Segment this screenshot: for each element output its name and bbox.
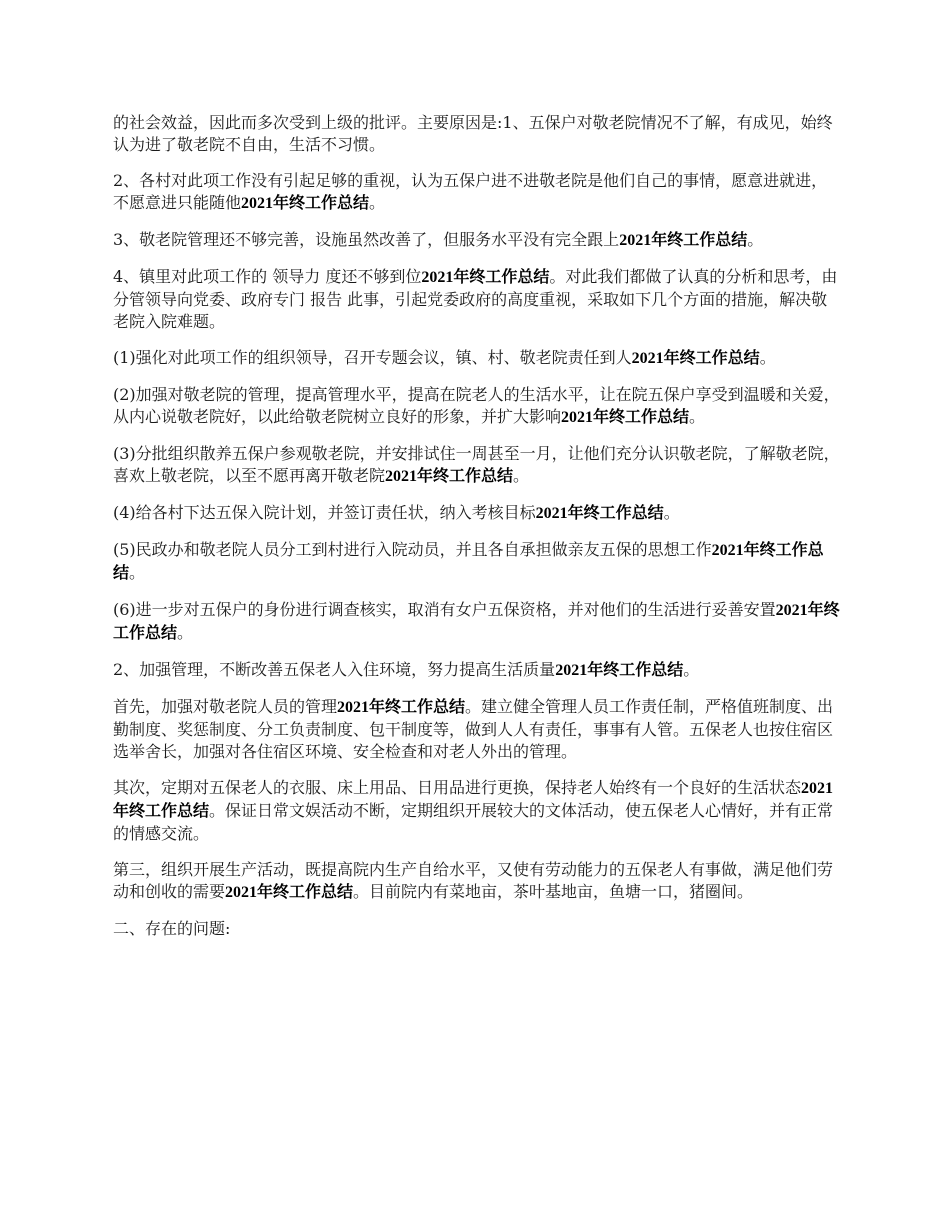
paragraph-tail: 。 bbox=[663, 503, 680, 522]
paragraph-text: 3、敬老院管理还不够完善，设施虽然改善了，但服务水平没有完全跟上 bbox=[113, 230, 620, 249]
paragraph-tail: 。建立健全管理人员工作责任制，严格值班制度、出勤制度、奖惩制度、分工负责制度、包干制度等，做到人人有责任，事事有人管。五保老人也按住宿区选举舍长，加强对各住宿区环境、安全检查和对老人外出的管理。 bbox=[113, 697, 834, 761]
bold-keyword: 2021年终工作总结 bbox=[225, 884, 354, 901]
paragraph-tail: 。目前院内有菜地亩，茶叶基地亩，鱼塘一口，猪圈间。 bbox=[353, 882, 754, 901]
paragraph-5 bbox=[113, 347, 841, 370]
paragraph-text: (6)进一步对五保户的身份进行调查核实，取消有女户五保资格，并对他们的生活进行妥善安置 bbox=[113, 600, 776, 619]
paragraph-tail: 。对此我们都做了认真的分析和思考，由分管领导向党委、政府专门 报告 此事，引起党委政府的高度重视，采取如下几个方面的措施，解决敬老院入院难题。 bbox=[113, 267, 838, 331]
paragraph-14 bbox=[113, 859, 841, 904]
paragraph-8 bbox=[113, 502, 841, 525]
paragraph-text: 第三，组织开展生产活动，既提高院内生产自给水平，又使有劳动能力的五保老人有事做，满足他们劳动和创收的需要 bbox=[113, 860, 834, 901]
bold-keyword: 2021年终工作总结 bbox=[337, 699, 466, 716]
bold-keyword: 2021年终工作总结 bbox=[113, 602, 840, 642]
paragraph-10 bbox=[113, 599, 841, 645]
bold-keyword: 2021年终工作总结 bbox=[421, 269, 550, 286]
paragraph-text: 的社会效益，因此而多次受到上级的批评。主要原因是:1、五保户对敬老院情况不了解，有成见，始终认为进了敬老院不自由，生活不习惯。 bbox=[113, 113, 833, 154]
paragraph-text: (1)强化对此项工作的组织领导，召开专题会议，镇、村、敬老院责任到人 bbox=[113, 348, 632, 367]
paragraph-2 bbox=[113, 170, 841, 215]
bold-keyword: 2021年终工作总结 bbox=[631, 350, 760, 367]
paragraph-tail: 。 bbox=[177, 623, 194, 642]
paragraph-13 bbox=[113, 777, 841, 845]
paragraph-tail: 。 bbox=[689, 407, 706, 426]
bold-keyword: 2021年终工作总结 bbox=[561, 409, 690, 426]
paragraph-text: 2、加强管理，不断改善五保老人入住环境，努力提高生活质量 bbox=[113, 660, 556, 679]
document-body bbox=[113, 112, 841, 954]
paragraph-text: (4)给各村下达五保入院计划，并签订责任状，纳入考核目标 bbox=[113, 503, 536, 522]
paragraph-tail: 。 bbox=[759, 348, 776, 367]
paragraph-tail: 。 bbox=[369, 193, 386, 212]
paragraph-7 bbox=[113, 443, 841, 488]
paragraph-9 bbox=[113, 539, 841, 585]
paragraph-1 bbox=[113, 112, 841, 156]
bold-keyword: 2021年终工作总结 bbox=[113, 780, 834, 820]
paragraph-text: 4、镇里对此项工作的 领导力 度还不够到位 bbox=[113, 267, 422, 286]
section-heading bbox=[113, 918, 841, 940]
paragraph-text: (5)民政办和敬老院人员分工到村进行入院动员，并且各自承担做亲友五保的思想工作 bbox=[113, 540, 712, 559]
bold-keyword: 2021年终工作总结 bbox=[241, 195, 370, 212]
bold-keyword: 2021年终工作总结 bbox=[555, 662, 684, 679]
paragraph-text: 首先，加强对敬老院人员的管理 bbox=[113, 697, 338, 716]
paragraph-12 bbox=[113, 696, 841, 763]
paragraph-4 bbox=[113, 266, 841, 333]
paragraph-text: 其次，定期对五保老人的衣服、床上用品、日用品进行更换，保持老人始终有一个良好的生活状态 bbox=[113, 778, 802, 797]
bold-keyword: 2021年终工作总结 bbox=[535, 505, 664, 522]
paragraph-text: 二、存在的问题: bbox=[113, 919, 231, 938]
paragraph-tail: 。 bbox=[747, 230, 764, 249]
paragraph-11 bbox=[113, 659, 841, 682]
paragraph-tail: 。 bbox=[683, 660, 700, 679]
bold-keyword: 2021年终工作总结 bbox=[619, 232, 748, 249]
paragraph-6 bbox=[113, 384, 841, 429]
paragraph-text: 2、各村对此项工作没有引起足够的重视，认为五保户进不进敬老院是他们自己的事情，愿意进就进，不愿意进只能随他 bbox=[113, 171, 828, 212]
paragraph-tail: 。 bbox=[513, 466, 530, 485]
bold-keyword: 2021年终工作总结 bbox=[113, 542, 824, 582]
paragraph-text: (3)分批组织散养五保户参观敬老院，并安排试住一周甚至一月，让他们充分认识敬老院，了解敬老院，喜欢上敬老院，以至不愿再离开敬老院 bbox=[113, 444, 840, 485]
paragraph-text: (2)加强对敬老院的管理，提高管理水平，提高在院老人的生活水平，让在院五保户享受到温暖和关爱，从内心说敬老院好，以此给敬老院树立良好的形象，并扩大影响 bbox=[113, 385, 840, 426]
paragraph-tail: 。保证日常文娱活动不断，定期组织开展较大的文体活动，使五保老人心情好，并有正常的情感交流。 bbox=[113, 801, 834, 843]
bold-keyword: 2021年终工作总结 bbox=[385, 468, 514, 485]
paragraph-3 bbox=[113, 229, 841, 252]
paragraph-tail: 。 bbox=[129, 563, 146, 582]
